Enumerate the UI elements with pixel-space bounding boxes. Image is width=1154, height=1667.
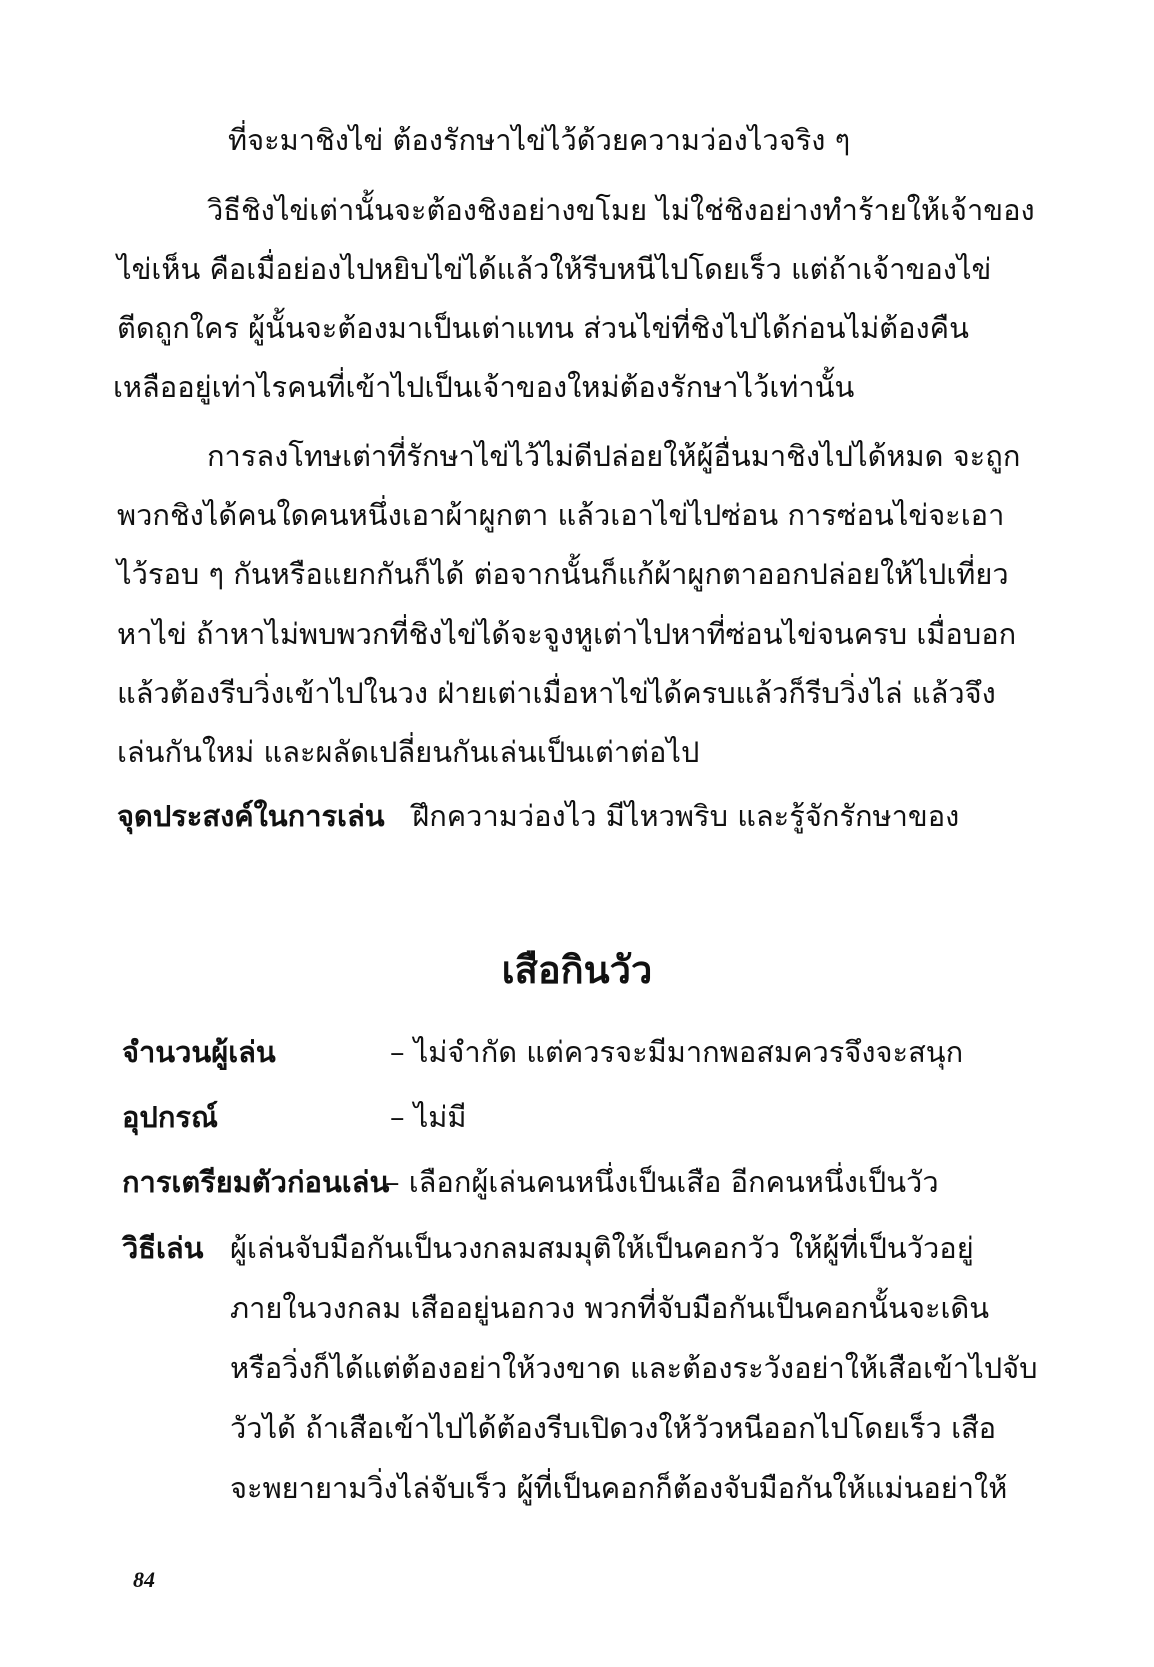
section-title: เสือกินวัว (501, 947, 653, 992)
paragraph-line: ไว้รอบ ๆ กันหรือแยกกันก็ได้ ต่อจากนั้นก็แก้ผ้าผูกตาออกปล่อยให้ไปเที่ยว (117, 557, 1009, 591)
equipment-label: อุปกรณ์ (122, 1100, 218, 1134)
method-line: ผู้เล่นจับมือกันเป็นวงกลมสมมุติให้เป็นคอกวัว ให้ผู้ที่เป็นวัวอยู่ (230, 1231, 974, 1265)
paragraph-line: วิธีชิงไข่เต่านั้นจะต้องชิงอย่างขโมย ไม่ใช่ชิงอย่างทำร้ายให้เจ้าของ (207, 193, 1035, 227)
preparation-label: การเตรียมตัวก่อนเล่น (122, 1165, 390, 1199)
purpose-text: ฝึกความว่องไว มีไหวพริบ และรู้จักรักษาของ (412, 799, 960, 833)
method-label: วิธีเล่น (122, 1231, 204, 1265)
players-label: จำนวนผู้เล่น (122, 1035, 276, 1069)
method-line: จะพยายามวิ่งไล่จับเร็ว ผู้ที่เป็นคอกก็ต้องจับมือกันให้แม่นอย่าให้ (230, 1471, 1008, 1505)
paragraph-line: ตีดถูกใคร ผู้นั้นจะต้องมาเป็นเต่าแทน ส่วนไข่ที่ชิงไปได้ก่อนไม่ต้องคืน (117, 311, 969, 345)
paragraph-line: หาไข่ ถ้าหาไม่พบพวกที่ชิงไข่ได้จะจูงหูเต่าไปหาที่ซ่อนไข่จนครบ เมื่อบอก (117, 617, 1017, 651)
paragraph-line: พวกชิงได้คนใดคนหนึ่งเอาผ้าผูกตา แล้วเอาไข่ไปซ่อน การซ่อนไข่จะเอา (117, 498, 1005, 532)
equipment-value: – ไม่มี (390, 1100, 467, 1134)
purpose-line (117, 796, 959, 836)
paragraph-line: เหลืออยู่เท่าไรคนที่เข้าไปเป็นเจ้าของใหม่ต้องรักษาไว้เท่านั้น (113, 370, 855, 404)
paragraph-line: ไข่เห็น คือเมื่อย่องไปหยิบไข่ได้แล้วให้รีบหนีไปโดยเร็ว แต่ถ้าเจ้าของไข่ (117, 252, 992, 286)
method-line: วัวได้ ถ้าเสือเข้าไปได้ต้องรีบเปิดวงให้วัวหนีออกไปโดยเร็ว เสือ (230, 1411, 997, 1445)
paragraph-line: เล่นกันใหม่ และผลัดเปลี่ยนกันเล่นเป็นเต่าต่อไป (117, 735, 700, 769)
continued-line: ที่จะมาชิงไข่ ต้องรักษาไข่ไว้ด้วยความว่องไวจริง ๆ (228, 123, 851, 157)
page-number: 84 (133, 1567, 155, 1592)
method-line: ภายในวงกลม เสืออยู่นอกวง พวกที่จับมือกันเป็นคอกนั้นจะเดิน (230, 1291, 990, 1325)
preparation-value: – เลือกผู้เล่นคนหนึ่งเป็นเสือ อีกคนหนึ่งเป็นวัว (385, 1165, 939, 1199)
method-line: หรือวิ่งก็ได้แต่ต้องอย่าให้วงขาด และต้องระวังอย่าให้เสือเข้าไปจับ (230, 1351, 1038, 1385)
players-value: – ไม่จำกัด แต่ควรจะมีมากพอสมควรจึงจะสนุก (390, 1035, 964, 1069)
paragraph-line: การลงโทษเต่าที่รักษาไข่ไว้ไม่ดีปล่อยให้ผู้อื่นมาชิงไปได้หมด จะถูก (207, 439, 1021, 473)
paragraph-line: แล้วต้องรีบวิ่งเข้าไปในวง ฝ่ายเต่าเมื่อหาไข่ได้ครบแล้วก็รีบวิ่งไล่ แล้วจึง (117, 676, 996, 710)
purpose-label: จุดประสงค์ในการเล่น (117, 799, 385, 833)
